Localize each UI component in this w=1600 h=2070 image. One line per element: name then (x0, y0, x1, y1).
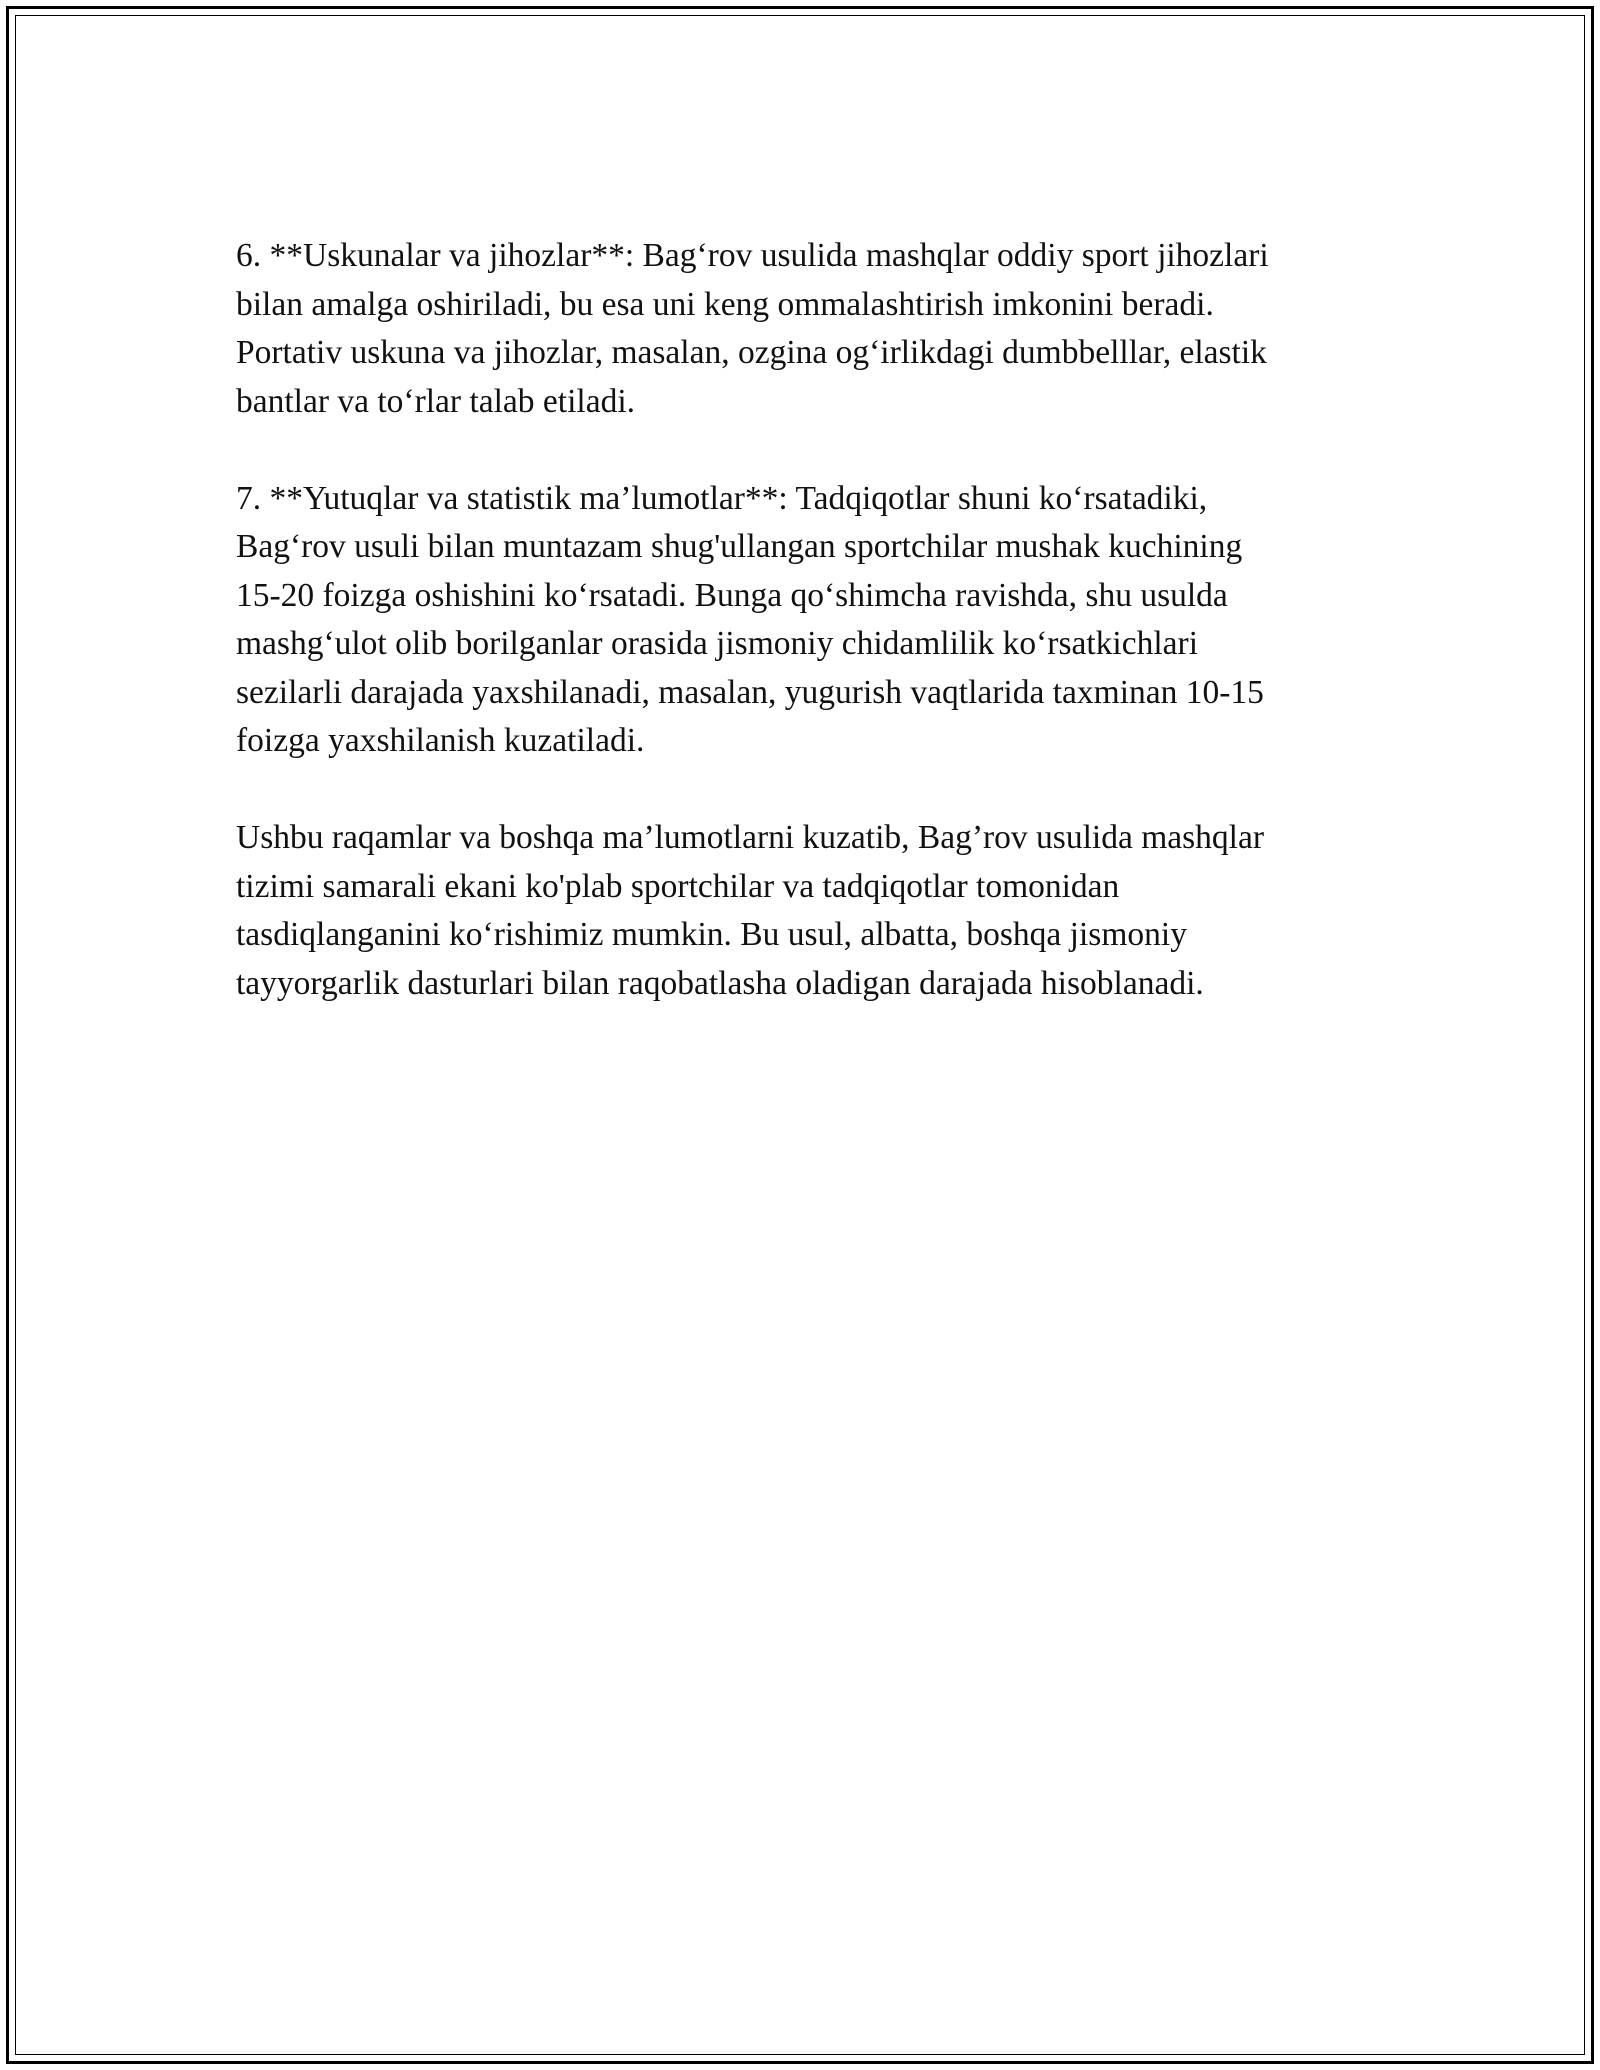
paragraph-conclusion: Ushbu raqamlar va boshqa ma’lumotlarni kuzatib, Bag’rov usulida mashqlar tizimi samarali ekani ko'plab sportchilar va tadqiqotlar tomonidan tasdiqlanganini ko‘rishimiz mumkin. Bu usul, albatta, boshqa jismoniy tayyorgarlik dasturlari bilan raqobatlasha oladigan darajada hisoblanadi. (236, 819, 1264, 1002)
paragraph-equipment: 6. **Uskunalar va jihozlar**: Bag‘rov usulida mashqlar oddiy sport jihozlari bilan amalga oshiriladi, bu esa uni keng ommalashtirish imkonini beradi. Portativ uskuna va jihozlar, masalan, ozgina og‘irlikdagi dumbbelllar, elastik bantlar va to‘rlar talab etiladi. (236, 237, 1269, 420)
paragraph-achievements-statistics: 7. **Yutuqlar va statistik ma’lumotlar**: Tadqiqotlar shuni ko‘rsatadiki, Bag‘rov usuli bilan muntazam shug'ullangan sportchilar mushak kuchining 15-20 foizga oshishini ko‘rsatadi. Bunga qo‘shimcha ravishda, shu usulda mashg‘ulot olib borilganlar orasida jismoniy chidamlilik ko‘rsatkichlari sezilarli darajada yaxshilanadi, masalan, yugurish vaqtlarida taxminan 10-15 foizga yaxshilanish kuzatiladi. (236, 479, 1264, 759)
document-body (236, 232, 1386, 1057)
